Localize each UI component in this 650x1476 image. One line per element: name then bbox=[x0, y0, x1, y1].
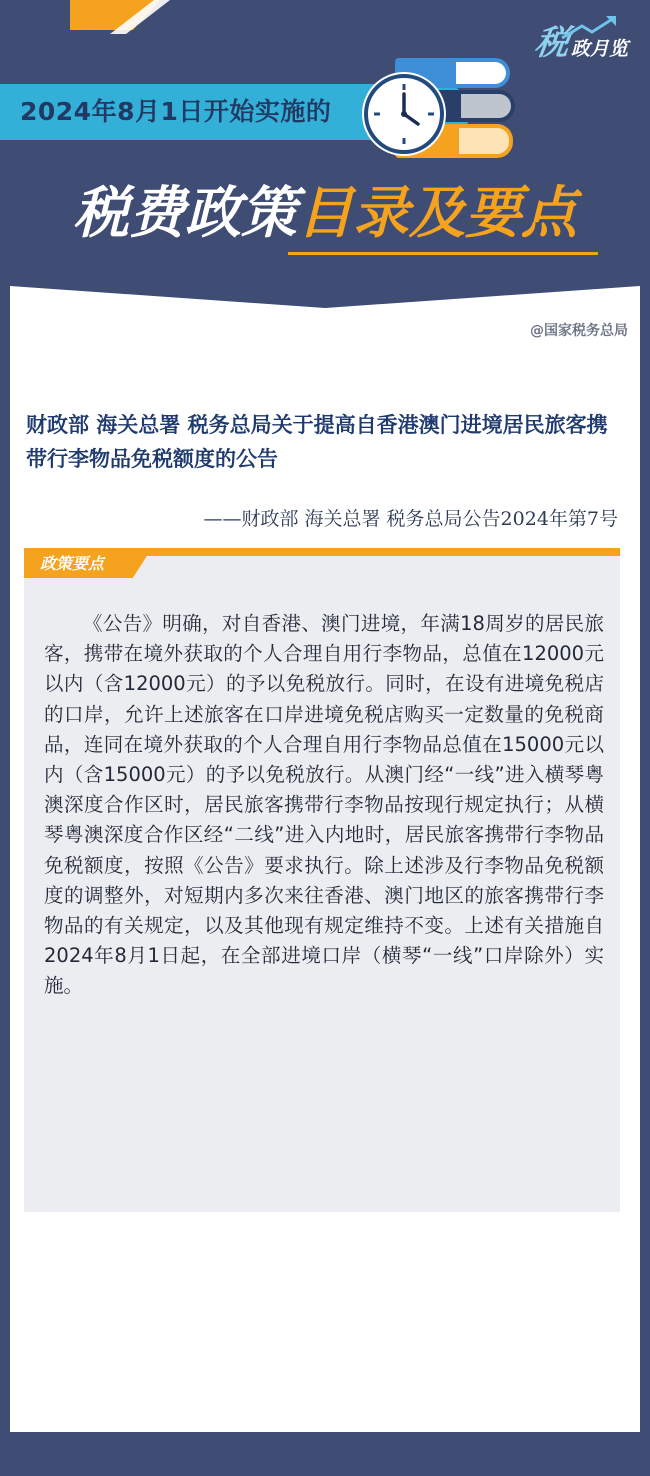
trend-arrow-icon bbox=[560, 12, 620, 42]
title-underline bbox=[288, 252, 598, 255]
page-title bbox=[0, 178, 650, 250]
page-title-main: 税费政策 bbox=[73, 181, 297, 246]
document-title: 财政部 海关总署 税务总局关于提高自香港澳门进境居民旅客携带行李物品免税额度的公告 bbox=[26, 413, 608, 471]
brand-logo-name: 政月览 bbox=[570, 38, 628, 61]
date-banner-text: 2024年8月1日开始实施的 bbox=[20, 97, 332, 126]
clock-icon bbox=[364, 74, 444, 154]
document-reference: ——财政部 海关总署 税务总局公告2024年第7号 bbox=[203, 508, 618, 530]
policy-body-text: 《公告》明确，对自香港、澳门进境，年满18周岁的居民旅客，携带在境外获取的个人合理自用行李物品，总值在12000元以内（含12000元）的予以免税放行。同时，在设有进境免税店的口岸，允许上述旅客在口岸进境免税店购买一定数量的免税商品，连同在境外获取的个人合理自用行李物品总值在15000元以内（含15000元）的予以免税放行。从澳门经“一线”进入横琴粤澳深度合作区时，居民旅客携带行李物品按现行规定执行；从横琴粤澳深度合作区经“二线”进入内地时，居民旅客携带行李物品免税额度，按照《公告》要求执行。除上述涉及行李物品免税额度的调整外，对短期内多次来往香港、澳门地区的旅客携带行李物品的有关规定，以及其他现有规定维持不变。上述有关措施自2024年8月1日起，在全部进境口岸（横琴“一线”口岸除外）实施。 bbox=[44, 612, 604, 998]
page-title-highlight: 目录及要点 bbox=[297, 181, 577, 246]
brand-logo bbox=[532, 16, 628, 63]
source-credit: @国家税务总局 bbox=[530, 323, 628, 339]
brand-logo-mark: 税 bbox=[532, 23, 572, 63]
policy-section-label: 政策要点 bbox=[40, 554, 105, 573]
